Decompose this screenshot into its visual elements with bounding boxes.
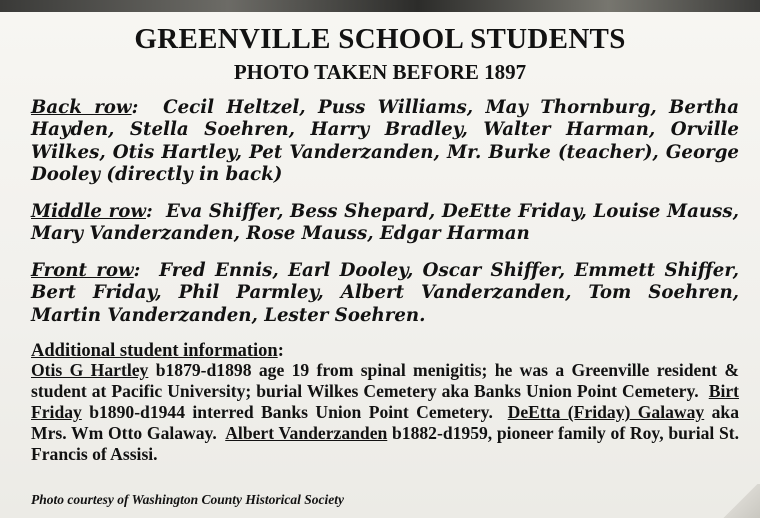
deetta-galaway-name: DeEtta (Friday) Galaway (507, 402, 705, 422)
back-row-names: Cecil Heltzel, Puss Williams, May Thornburg, Bertha Hayden, Stella Soehren, Harry Bradley, Walter Harman, Orville Wilkes, Otis Hartley, Pet Vanderzanden, Mr. Burke (teacher), George Dooley (directly in back) (31, 97, 739, 186)
otis-hartley-info: b1879-d1898 age 19 from spinal menigitis; he was a Greenville resident & student at Pacific University; burial Wilkes Cemetery aka Banks Union Point Cemetery. (31, 360, 739, 401)
otis-hartley-name: Otis G Hartley (31, 360, 149, 380)
front-row-names: Fred Ennis, Earl Dooley, Oscar Shiffer, Emmett Shiffer, Bert Friday, Phil Parmley, Albert Vanderzanden, Tom Soehren, Martin Vanderzanden, Lester Soehren. (31, 260, 739, 326)
middle-row-label: Middle row (31, 201, 146, 222)
middle-row-names: Eva Shiffer, Bess Shepard, DeEtte Friday, Louise Mauss, Mary Vanderzanden, Rose Mauss, Edgar Harman (31, 201, 739, 245)
additional-info-body (31, 360, 739, 465)
middle-row-paragraph: Middle row: Eva Shiffer, Bess Shepard, DeEtte Friday, Louise Mauss, Mary Vanderzanden, Rose Mauss, Edgar Harman (31, 201, 739, 245)
photo-edge-strip (0, 0, 760, 12)
back-row-paragraph: Back row: Cecil Heltzel, Puss Williams, May Thornburg, Bertha Hayden, Stella Soehren, Harry Bradley, Walter Harman, Orville Wilkes, Otis Hartley, Pet Vanderzanden, Mr. Burke (teacher), George Dooley (directly in back) (31, 97, 739, 186)
page-curl (720, 484, 760, 518)
additional-info-heading: Additional student information: (31, 341, 284, 361)
page-subtitle: PHOTO TAKEN BEFORE 1897 (233, 60, 527, 84)
photo-credit: Photo courtesy of Washington County Historical Society (31, 492, 345, 507)
albert-vanderzanden-name: Albert Vanderzanden (225, 423, 388, 443)
birt-friday-info: b1890-d1944 interred Banks Union Point Cemetery. (89, 402, 493, 422)
front-row-paragraph: Front row: Fred Ennis, Earl Dooley, Oscar Shiffer, Emmett Shiffer, Bert Friday, Phil Parmley, Albert Vanderzanden, Tom Soehren, Martin Vanderzanden, Lester Soehren. (31, 260, 739, 326)
birt-friday-name: Birt Friday (31, 381, 740, 422)
back-row-label: Back row (31, 97, 132, 118)
front-row-label: Front row (31, 260, 134, 281)
deetta-galaway-info: aka Mrs. Wm Otto Galaway. (31, 402, 739, 443)
page-title: GREENVILLE SCHOOL STUDENTS (134, 23, 626, 55)
albert-vanderzanden-info: b1882-d1959, pioneer family of Roy, burial St. Francis of Assisi. (31, 423, 740, 464)
